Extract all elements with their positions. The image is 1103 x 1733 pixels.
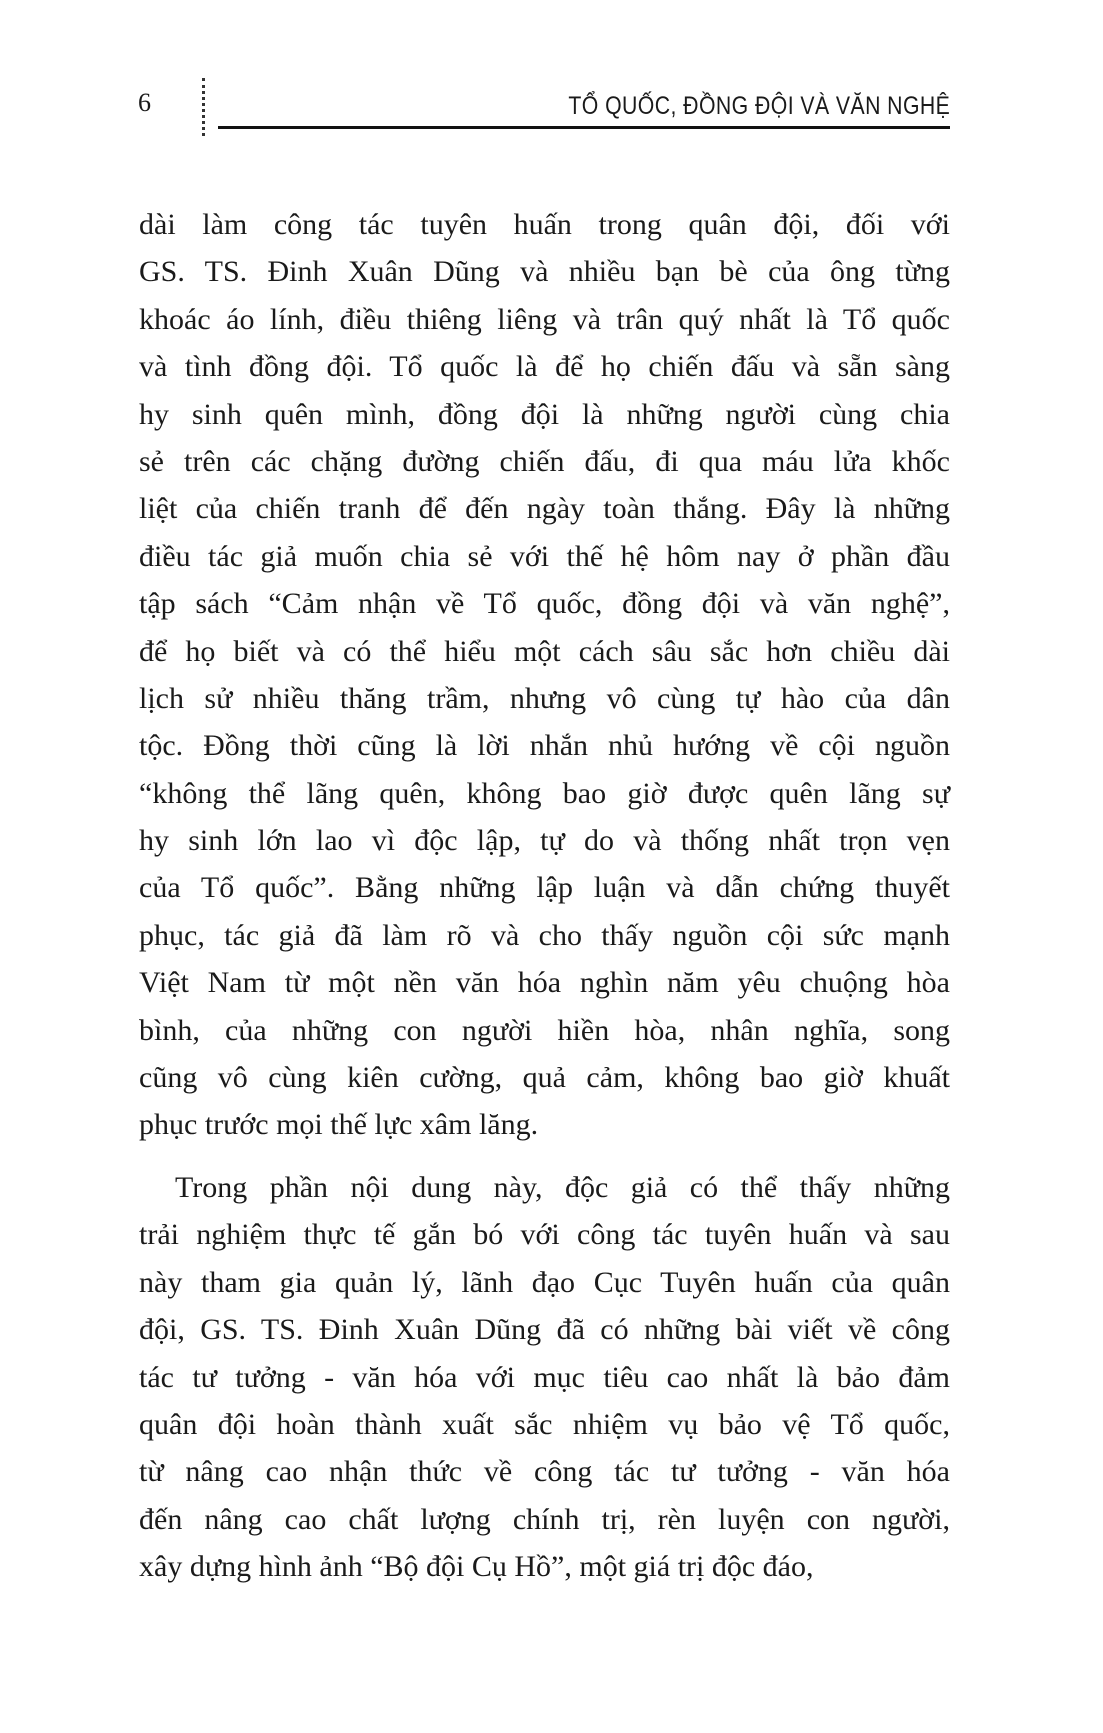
text-line-content: và tình đồng đội. Tổ quốc là để họ chiến đấu và sẵn sàng xyxy=(139,350,950,384)
text-line xyxy=(139,1054,950,1101)
text-line-content: sẻ trên các chặng đường chiến đấu, đi qua máu lửa khốc xyxy=(139,444,950,478)
text-line-content: tập sách “Cảm nhận về Tổ quốc, đồng đội và văn nghệ”, xyxy=(139,587,950,621)
text-line-content: hy sinh lớn lao vì độc lập, tự do và thống nhất trọn vẹn xyxy=(139,824,950,858)
text-line-content: cũng vô cùng kiên cường, quả cảm, không bao giờ khuất xyxy=(139,1061,950,1095)
text-line-content: của Tổ quốc”. Bằng những lập luận và dẫn chứng thuyết xyxy=(139,871,950,905)
text-line-content: phục, tác giả đã làm rõ và cho thấy nguồn cội sức mạnh xyxy=(139,918,950,952)
text-line xyxy=(139,1259,950,1306)
text-line-content: quân đội hoàn thành xuất sắc nhiệm vụ bảo vệ Tổ quốc, xyxy=(139,1407,950,1441)
text-line-content: hy sinh quên mình, đồng đội là những người cùng chia xyxy=(139,397,950,431)
text-line xyxy=(139,628,950,675)
text-line xyxy=(139,817,950,864)
text-line xyxy=(139,1448,950,1495)
text-line xyxy=(139,1496,950,1543)
text-line-content: Trong phần nội dung này, độc giả có thể thấy những xyxy=(175,1171,950,1204)
text-line xyxy=(139,248,950,295)
text-line xyxy=(139,1401,950,1448)
text-line xyxy=(139,580,950,627)
text-line xyxy=(139,959,950,1006)
paragraph-1 xyxy=(139,201,950,1149)
text-line xyxy=(139,485,950,532)
page-number: 6 xyxy=(138,88,151,117)
text-line xyxy=(139,1211,950,1258)
text-line-content: tác tư tưởng - văn hóa với mục tiêu cao nhất là bảo đảm xyxy=(139,1360,950,1394)
text-line-content: dài làm công tác tuyên huấn trong quân đội, đối với xyxy=(139,208,950,241)
text-line-content: Việt Nam từ một nền văn hóa nghìn năm yêu chuộng hòa xyxy=(139,966,950,1000)
text-line-content: này tham gia quản lý, lãnh đạo Cục Tuyên huấn của quân xyxy=(139,1265,950,1299)
text-line-content: khoác áo lính, điều thiêng liêng và trân quý nhất là Tổ quốc xyxy=(139,302,950,336)
paragraph-2 xyxy=(139,1164,950,1591)
text-line xyxy=(139,391,950,438)
text-line xyxy=(139,1101,950,1148)
text-line xyxy=(139,1354,950,1401)
header-divider-vertical xyxy=(202,78,205,136)
text-line-content: đội, GS. TS. Đinh Xuân Dũng đã có những bài viết về công xyxy=(139,1313,950,1347)
text-line xyxy=(139,343,950,390)
text-line xyxy=(139,438,950,485)
text-line-content: GS. TS. Đinh Xuân Dũng và nhiều bạn bè của ông từng xyxy=(139,255,950,289)
text-line-content: đến nâng cao chất lượng chính trị, rèn luyện con người, xyxy=(139,1502,950,1536)
text-line xyxy=(139,864,950,911)
text-line-content: bình, của những con người hiền hòa, nhân nghĩa, song xyxy=(139,1013,950,1047)
text-line xyxy=(139,912,950,959)
text-line xyxy=(139,1164,950,1211)
text-line-content: để họ biết và có thể hiểu một cách sâu sắc hơn chiều dài xyxy=(139,634,950,668)
text-line xyxy=(139,722,950,769)
text-line-content: “không thể lãng quên, không bao giờ được quên lãng sự xyxy=(139,776,950,810)
text-line xyxy=(139,1007,950,1054)
text-line xyxy=(139,533,950,580)
text-line xyxy=(139,1543,950,1590)
header-rule xyxy=(218,126,950,129)
text-line xyxy=(139,675,950,722)
text-line-content: trải nghiệm thực tế gắn bó với công tác tuyên huấn và sau xyxy=(139,1218,950,1252)
text-line-content: điều tác giả muốn chia sẻ với thế hệ hôm nay ở phần đầu xyxy=(139,539,950,573)
running-title: TỔ QUỐC, ĐỒNG ĐỘI VÀ VĂN NGHỆ xyxy=(568,92,950,120)
text-line xyxy=(139,296,950,343)
text-line xyxy=(139,201,950,248)
text-line xyxy=(139,770,950,817)
text-line-content: từ nâng cao nhận thức về công tác tư tưởng - văn hóa xyxy=(139,1455,950,1489)
text-line-content: tộc. Đồng thời cũng là lời nhắn nhủ hướng về cội nguồn xyxy=(139,729,950,763)
text-line-content: lịch sử nhiều thăng trầm, nhưng vô cùng tự hào của dân xyxy=(139,681,950,715)
text-line-content: liệt của chiến tranh để đến ngày toàn thắng. Đây là những xyxy=(139,492,950,526)
text-line xyxy=(139,1306,950,1353)
text-line-content: xây dựng hình ảnh “Bộ đội Cụ Hồ”, một giá trị độc đáo, xyxy=(139,1550,814,1584)
text-line-content: phục trước mọi thế lực xâm lăng. xyxy=(139,1108,539,1142)
